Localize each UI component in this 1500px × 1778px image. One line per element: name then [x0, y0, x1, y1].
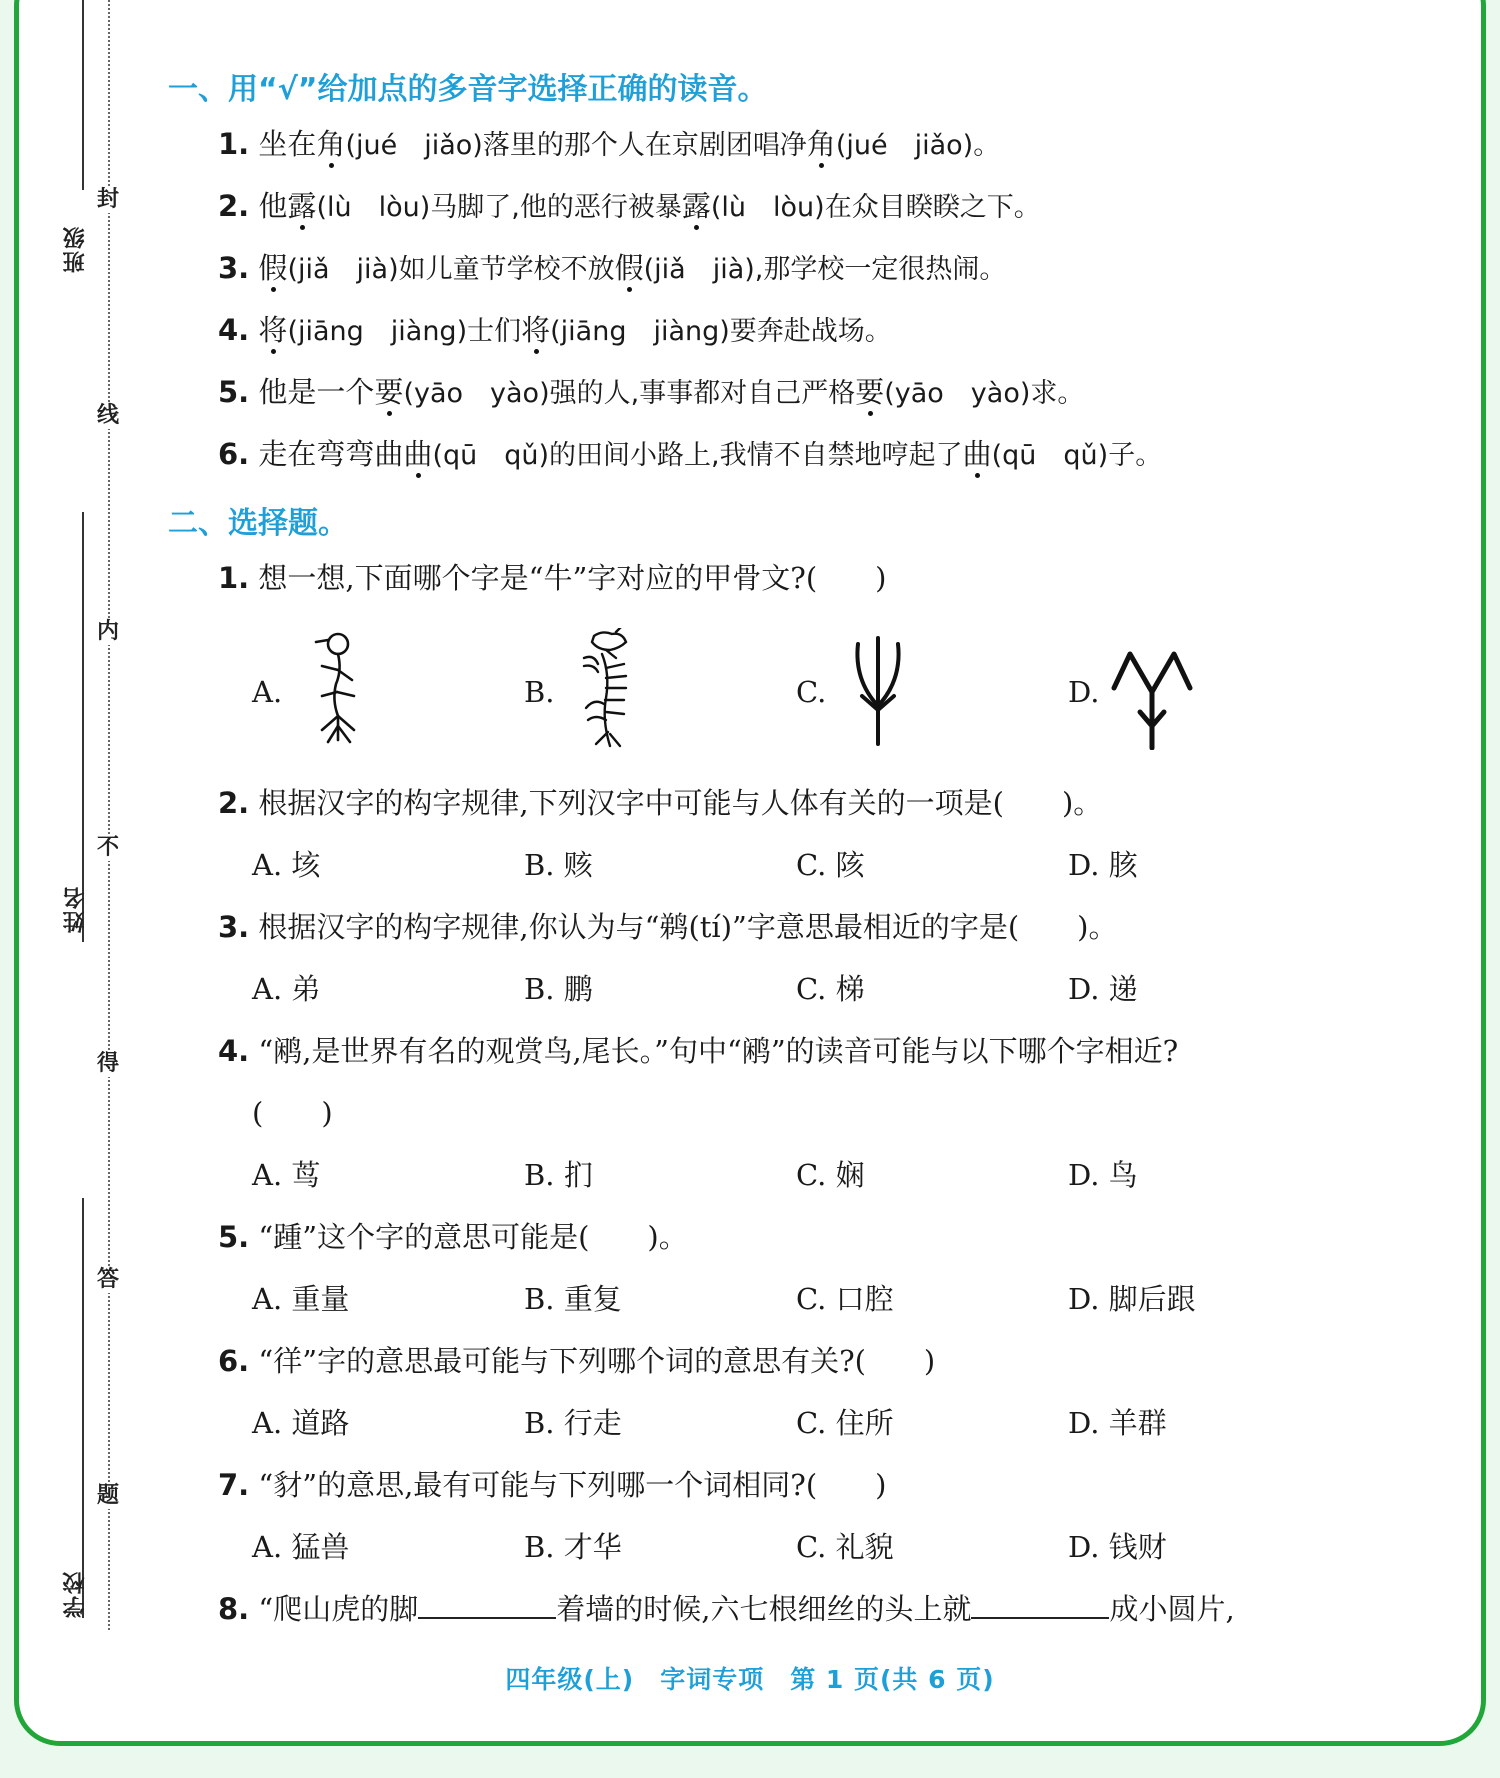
dotted-char: 曲 — [403, 437, 433, 471]
s2-q7: 7. “豺”的意思,最有可能与下列哪一个词相同?( ) — [218, 1468, 887, 1502]
s1-item-2: 2. 他露(lù lòu)马脚了,他的恶行被暴露(lù lòu)在众目睽睽之下。 — [218, 189, 1041, 223]
q2-option-c[interactable]: C. 陔 — [796, 848, 865, 882]
s2-q3: 3. 根据汉字的构字规律,你认为与“鹈(tí)”字意思最相近的字是( )。 — [218, 910, 1118, 944]
fill-blank-2[interactable] — [971, 1591, 1109, 1619]
q6-option-d[interactable]: D. 羊群 — [1068, 1406, 1167, 1440]
q2-option-a[interactable]: A. 垓 — [252, 848, 321, 882]
class-blank-line — [82, 0, 84, 190]
q2-option-b[interactable]: B. 赅 — [524, 848, 593, 882]
s2-q8: 8. “爬山虎的脚 着墙的时候,六七根细丝的头上就 成小圆片, — [218, 1592, 1235, 1626]
fill-blank-1[interactable] — [418, 1591, 556, 1619]
dotted-char: 露 — [287, 189, 317, 223]
q3-option-d[interactable]: D. 递 — [1068, 972, 1138, 1006]
q7-option-a[interactable]: A. 猛兽 — [252, 1530, 350, 1564]
q4-option-a[interactable]: A. 茑 — [252, 1158, 321, 1192]
s2-q4: 4. “鹇,是世界有名的观赏鸟,尾长。”句中“鹇”的读音可能与以下哪个字相近? — [218, 1034, 1179, 1068]
dotted-char: 曲 — [962, 437, 992, 471]
s1-item-6: 6. 走在弯弯曲曲(qū qǔ)的田间小路上,我情不自禁地哼起了曲(qū qǔ)子。 — [218, 437, 1163, 471]
q1-option-d[interactable]: D. — [1068, 675, 1100, 709]
name-blank-line — [82, 512, 84, 942]
binding-dotted-line — [108, 0, 110, 1630]
name-label: 姓名 — [63, 885, 88, 933]
s1-item-1: 1. 坐在角(jué jiǎo)落里的那个人在京剧团唱净角(jué jiǎo)。 — [218, 127, 1001, 161]
q5-option-d[interactable]: D. 脚后跟 — [1068, 1282, 1196, 1316]
s2-q1: 1. 想一想,下面哪个字是“牛”字对应的甲骨文?( ) — [218, 561, 887, 595]
q6-option-a[interactable]: A. 道路 — [252, 1406, 350, 1440]
q6-option-c[interactable]: C. 住所 — [796, 1406, 894, 1440]
page-footer: 四年级(上) 字词专项 第 1 页(共 6 页) — [505, 1665, 995, 1694]
section2-title: 二、选择题。 — [168, 506, 348, 541]
seal-char: 线 — [96, 403, 119, 428]
dotted-char: 假 — [614, 251, 644, 285]
oracle-glyph-d-icon — [1110, 646, 1194, 750]
school-label: 学校 — [63, 1570, 88, 1618]
oracle-glyph-a-icon — [308, 630, 364, 746]
q4-option-b[interactable]: B. 扪 — [524, 1158, 593, 1192]
q7-option-c[interactable]: C. 礼貌 — [796, 1530, 894, 1564]
q3-option-c[interactable]: C. 梯 — [796, 972, 865, 1006]
q3-option-a[interactable]: A. 弟 — [252, 972, 321, 1006]
q5-option-a[interactable]: A. 重量 — [252, 1282, 350, 1316]
q5-option-b[interactable]: B. 重复 — [524, 1282, 622, 1316]
section1-title: 一、用“√”给加点的多音字选择正确的读音。 — [168, 72, 768, 107]
q4-option-d[interactable]: D. 鸟 — [1068, 1158, 1138, 1192]
q3-option-b[interactable]: B. 鹏 — [524, 972, 593, 1006]
q5-option-c[interactable]: C. 口腔 — [796, 1282, 894, 1316]
seal-char: 答 — [96, 1267, 119, 1292]
dotted-char: 角 — [806, 127, 836, 161]
dotted-char: 要 — [374, 375, 404, 409]
seal-char: 不 — [96, 835, 119, 860]
s1-item-4: 4. 将(jiāng jiàng)士们将(jiāng jiàng)要奔赴战场。 — [218, 313, 892, 347]
s2-q4-paren: ( ) — [252, 1096, 333, 1130]
s1-item-3: 3. 假(jiǎ jià)如儿童节学校不放假(jiǎ jià),那学校一定很热闹。 — [218, 251, 1007, 285]
dotted-char: 假 — [258, 251, 288, 285]
dotted-char: 将 — [521, 313, 551, 347]
seal-char: 题 — [96, 1483, 119, 1508]
q6-option-b[interactable]: B. 行走 — [524, 1406, 622, 1440]
s2-q2: 2. 根据汉字的构字规律,下列汉字中可能与人体有关的一项是( )。 — [218, 786, 1103, 820]
s2-q5: 5. “踵”这个字的意思可能是( )。 — [218, 1220, 688, 1254]
q4-option-c[interactable]: C. 娴 — [796, 1158, 865, 1192]
q1-option-a[interactable]: A. — [252, 675, 283, 709]
s1-item-5: 5. 他是一个要(yāo yào)强的人,事事都对自己严格要(yāo yào)求。 — [218, 375, 1085, 409]
class-label: 班级 — [63, 225, 88, 273]
q7-option-b[interactable]: B. 才华 — [524, 1530, 622, 1564]
seal-char: 封 — [96, 187, 119, 212]
dotted-char: 露 — [681, 189, 711, 223]
q2-option-d[interactable]: D. 胲 — [1068, 848, 1138, 882]
oracle-glyph-b-icon — [576, 628, 636, 750]
seal-char: 内 — [96, 619, 119, 644]
oracle-glyph-c-icon — [850, 634, 906, 746]
s2-q6: 6. “徉”字的意思最可能与下列哪个词的意思有关?( ) — [218, 1344, 936, 1378]
school-blank-line — [82, 1198, 84, 1618]
q1-option-b[interactable]: B. — [524, 675, 555, 709]
dotted-char: 要 — [855, 375, 885, 409]
dotted-char: 角 — [316, 127, 346, 161]
seal-char: 得 — [96, 1051, 119, 1076]
q1-option-c[interactable]: C. — [796, 675, 827, 709]
dotted-char: 将 — [258, 313, 288, 347]
q7-option-d[interactable]: D. 钱财 — [1068, 1530, 1167, 1564]
